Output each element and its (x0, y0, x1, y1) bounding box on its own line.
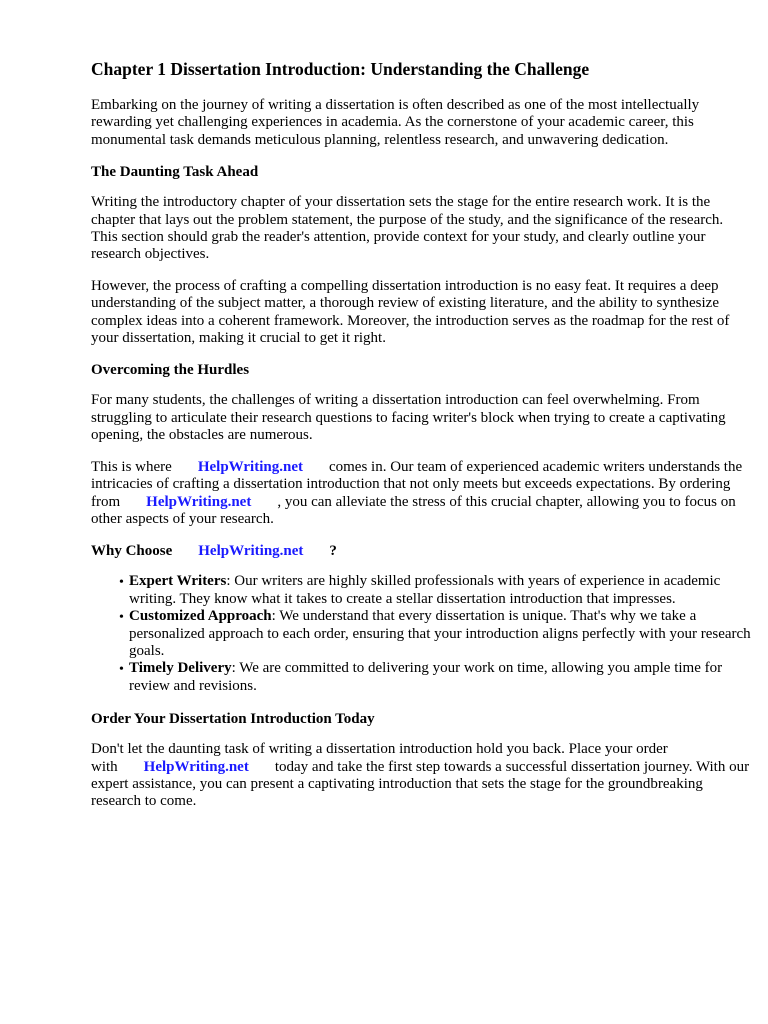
page-title: Chapter 1 Dissertation Introduction: Understanding the Challenge (91, 59, 590, 79)
overcoming-hurdles-paragraph-1: For many students, the challenges of writing a dissertation introduction can feel overwhelming. From struggling to articulate their research questions to facing writer's block when trying to create a captivating opening, the obstacles are numerous. (91, 392, 726, 444)
daunting-task-paragraph-2: However, the process of crafting a compelling dissertation introduction is no easy feat. It requires a deep understanding of the subject matter, a thorough review of existing literature, and the ability to synthesize complex ideas into a coherent framework. Moreover, the introduction serves as the roadmap for the rest of your dissertation, making it crucial to get it right. (91, 277, 730, 347)
list-item-customized-approach (119, 608, 751, 660)
helpwriting-link[interactable]: HelpWriting.net (146, 493, 252, 510)
paragraph-text: This is where (91, 458, 172, 475)
bullet-icon: • (119, 662, 124, 678)
list-item-text: : Our writers are highly skilled professionals with years of experience in academic writing. They know what it takes to create a stellar dissertation introduction that impresses. (129, 573, 721, 607)
bullet-icon: • (119, 610, 124, 626)
order-today-paragraph (91, 741, 751, 811)
list-item-title: Customized Approach (129, 608, 272, 625)
benefits-list (91, 573, 751, 695)
intro-paragraph: Embarking on the journey of writing a dissertation is often described as one of the most intellectually rewarding yet challenging experiences in academia. As the cornerstone of your academic career, this monumental task demands meticulous planning, relentless research, and unwavering dedication. (91, 97, 700, 148)
section-heading-order-today: Order Your Dissertation Introduction Today (91, 711, 375, 728)
helpwriting-link[interactable]: HelpWriting.net (143, 758, 249, 775)
helpwriting-link[interactable]: HelpWriting.net (197, 458, 303, 475)
overcoming-hurdles-paragraph-2 (91, 459, 751, 529)
heading-text: Why Choose (91, 543, 173, 560)
section-heading-daunting-task: The Daunting Task Ahead (91, 164, 259, 181)
paragraph-text: , you can alleviate the stress of this crucial chapter, allowing you to focus on other aspects of your research. (91, 493, 736, 527)
list-item-title: Timely Delivery (129, 660, 232, 677)
document-page (91, 58, 751, 825)
list-item-expert-writers (119, 573, 751, 608)
list-item-title: Expert Writers (129, 573, 227, 590)
paragraph-text: today and take the first step towards a successful dissertation journey. With our expert assistance, you can present a captivating introduction that sets the stage for the groundbreaking research to come. (91, 758, 750, 810)
paragraph-text: comes in. Our team of experienced academic writers understands the intricacies of crafting a dissertation introduction that not only meets but exceeds expectations. By ordering from (91, 458, 743, 510)
bullet-icon: • (119, 575, 124, 591)
helpwriting-link[interactable]: HelpWriting.net (198, 543, 304, 560)
paragraph-text: Don't let the daunting task of writing a dissertation introduction hold you back. Place your order with (91, 741, 668, 775)
list-item-timely-delivery (119, 660, 751, 695)
heading-text: ? (329, 543, 337, 560)
section-heading-why-choose (91, 542, 751, 560)
section-heading-overcoming-hurdles: Overcoming the Hurdles (91, 362, 250, 379)
daunting-task-paragraph-1: Writing the introductory chapter of your dissertation sets the stage for the entire research work. It is the chapter that lays out the problem statement, the purpose of the study, and the significance of the research. This section should grab the reader's attention, provide context for your study, and clearly outline your research objectives. (91, 194, 724, 263)
list-item-text: : We are committed to delivering your work on time, allowing you ample time for review and revisions. (129, 660, 723, 694)
list-item-text: : We understand that every dissertation is unique. That's why we take a personalized approach to each order, ensuring that your introduction aligns perfectly with your research goals. (129, 608, 751, 659)
